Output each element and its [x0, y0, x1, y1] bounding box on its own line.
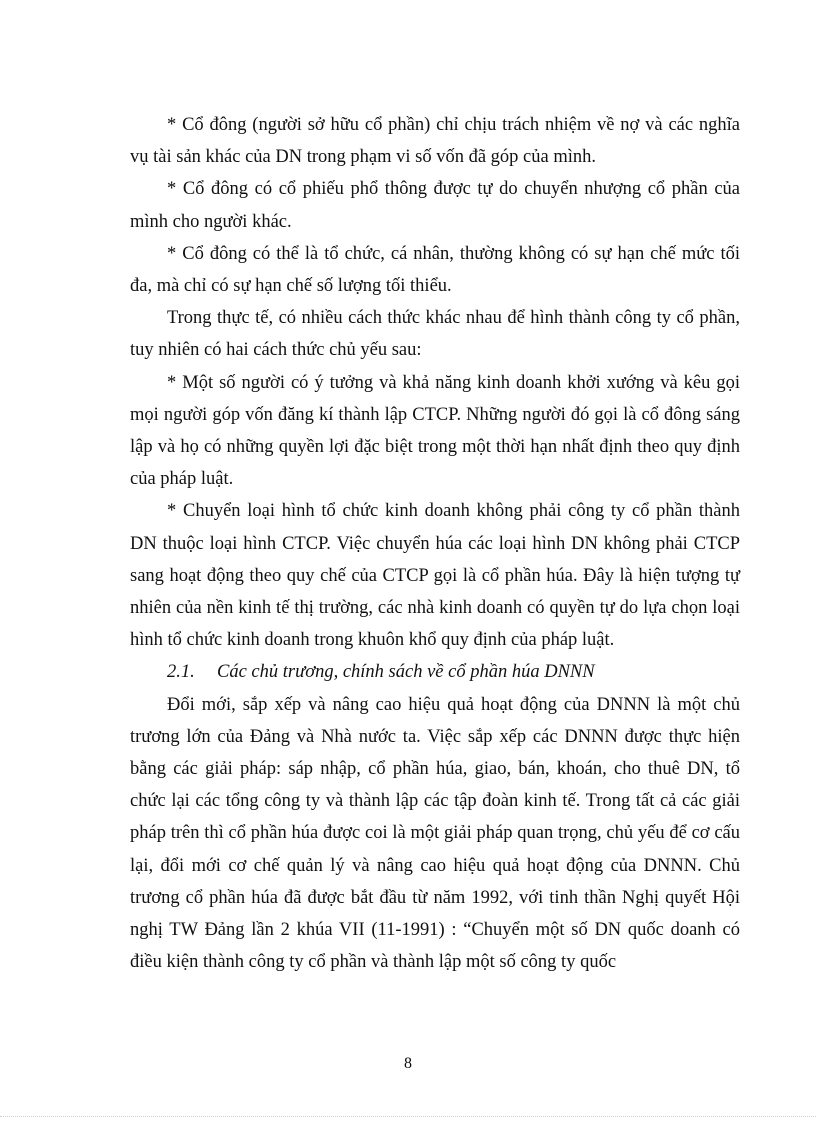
- page-number: 8: [404, 1055, 412, 1072]
- section-title: Các chủ trương, chính sách về cổ phần húa DNNN: [217, 662, 595, 683]
- page-bottom-divider: [0, 1116, 816, 1117]
- body-text: [130, 109, 740, 978]
- paragraph-shareholder-liability: * Cổ đông (người sở hữu cổ phần) chỉ chịu trách nhiệm về nợ và các nghĩa vụ tài sản khác của DN trong phạm vi số vốn đã góp của mình.: [130, 115, 740, 168]
- paragraph-reform-policy: Đổi mới, sắp xếp và nâng cao hiệu quả hoạt động của DNNN là một chủ trương lớn của Đảng và Nhà nước ta. Việc sắp xếp các DNNN được thực hiện bằng các giải pháp: sáp nhập, cổ phần húa, giao, bán, khoán, cho thuê DN, tổ chức lại các tổng công ty và thành lập các tập đoàn kinh tế. Trong tất cả các giải pháp trên thì cổ phần húa được coi là một giải pháp quan trọng, chủ yếu để cơ cấu lại, đổi mới cơ chế quản lý và nâng cao hiệu quả hoạt động của DNNN. Chủ trương cổ phần húa đã được bắt đầu từ năm 1992, với tinh thần Nghị quyết Hội nghị TW Đảng lần 2 khúa VII (11-1991) : “Chuyển một số DN quốc doanh có điều kiện thành công ty cổ phần và thành lập một số công ty quốc: [130, 694, 740, 973]
- paragraph-founding-shareholders: * Một số người có ý tưởng và khả năng kinh doanh khởi xướng và kêu gọi mọi người góp vốn đăng kí thành lập CTCP. Những người đó gọi là cổ đông sáng lập và họ có những quyền lợi đặc biệt trong một thời hạn nhất định theo quy định của pháp luật.: [130, 372, 740, 490]
- section-heading: [130, 656, 740, 688]
- paragraph-formation-methods: Trong thực tế, có nhiều cách thức khác nhau để hình thành công ty cổ phần, tuy nhiên có hai cách thức chủ yếu sau:: [130, 308, 740, 361]
- paragraph-shareholder-types: * Cổ đông có thể là tổ chức, cá nhân, thường không có sự hạn chế mức tối đa, mà chỉ có sự hạn chế số lượng tối thiểu.: [130, 243, 740, 297]
- paragraph-conversion: * Chuyển loại hình tổ chức kinh doanh không phải công ty cổ phần thành DN thuộc loại hình CTCP. Việc chuyển húa các loại hình DN không phải CTCP sang hoạt động theo quy chế của CTCP gọi là cổ phần húa. Đây là hiện tượng tự nhiên của nền kinh tế thị trường, các nhà kinh doanh có quyền tự do lựa chọn loại hình tổ chức kinh doanh trong khuôn khổ quy định của pháp luật.: [130, 501, 740, 651]
- section-number: 2.1.: [167, 662, 195, 683]
- paragraph-share-transfer: * Cổ đông có cổ phiếu phổ thông được tự do chuyển nhượng cổ phần của mình cho người khác.: [130, 179, 740, 232]
